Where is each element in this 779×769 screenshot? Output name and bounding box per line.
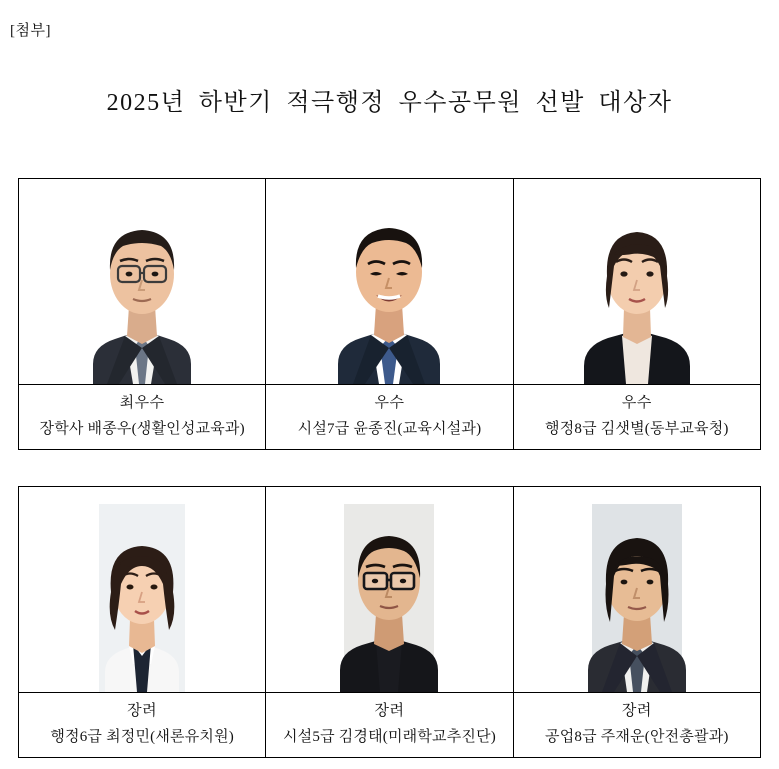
person-label: 장학사 배종우(생활인성교육과) bbox=[39, 420, 245, 437]
award-label: 우수 bbox=[374, 395, 405, 411]
person-label: 공업8급 주재운(안전총괄과) bbox=[545, 728, 729, 745]
portrait-photo-male-dark-glasses bbox=[314, 504, 464, 692]
photo-area bbox=[514, 179, 760, 384]
page-title: 2025년 하반기 적극행정 우수공무원 선발 대상자 bbox=[106, 90, 673, 116]
award-cell bbox=[19, 179, 265, 449]
person-label: 행정6급 최정민(새론유치원) bbox=[50, 728, 234, 745]
photo-area bbox=[266, 179, 512, 384]
photo-area bbox=[19, 487, 265, 692]
portrait-photo-male-smiling bbox=[314, 196, 464, 384]
portrait-photo-female-bob-hair bbox=[67, 504, 217, 692]
award-label: 최우수 bbox=[119, 395, 165, 411]
award-grid bbox=[18, 178, 761, 758]
portrait-photo-male-long-hair bbox=[562, 504, 712, 692]
award-label: 장려 bbox=[127, 703, 158, 719]
award-label: 우수 bbox=[621, 395, 652, 411]
portrait-photo-male-glasses bbox=[67, 196, 217, 384]
caption bbox=[19, 692, 265, 757]
person-label: 시설5급 김경태(미래학교추진단) bbox=[282, 728, 496, 745]
caption bbox=[266, 692, 512, 757]
award-cell bbox=[19, 487, 265, 757]
award-cell bbox=[513, 487, 760, 757]
award-cell bbox=[513, 179, 760, 449]
photo-area bbox=[514, 487, 760, 692]
person-label: 행정8급 김샛별(동부교육청) bbox=[545, 420, 729, 437]
award-label: 장려 bbox=[374, 703, 405, 719]
table-row bbox=[18, 178, 761, 450]
attachment-label: [첨부] bbox=[10, 23, 51, 39]
portrait-photo-female-short-hair bbox=[562, 196, 712, 384]
table-row bbox=[18, 486, 761, 758]
award-label: 장려 bbox=[621, 703, 652, 719]
caption bbox=[514, 692, 760, 757]
award-cell bbox=[265, 487, 512, 757]
caption bbox=[514, 384, 760, 449]
award-cell bbox=[265, 179, 512, 449]
photo-area bbox=[19, 179, 265, 384]
person-label: 시설7급 윤종진(교육시설과) bbox=[297, 420, 482, 437]
caption bbox=[266, 384, 512, 449]
photo-area bbox=[266, 487, 512, 692]
caption bbox=[19, 384, 265, 449]
